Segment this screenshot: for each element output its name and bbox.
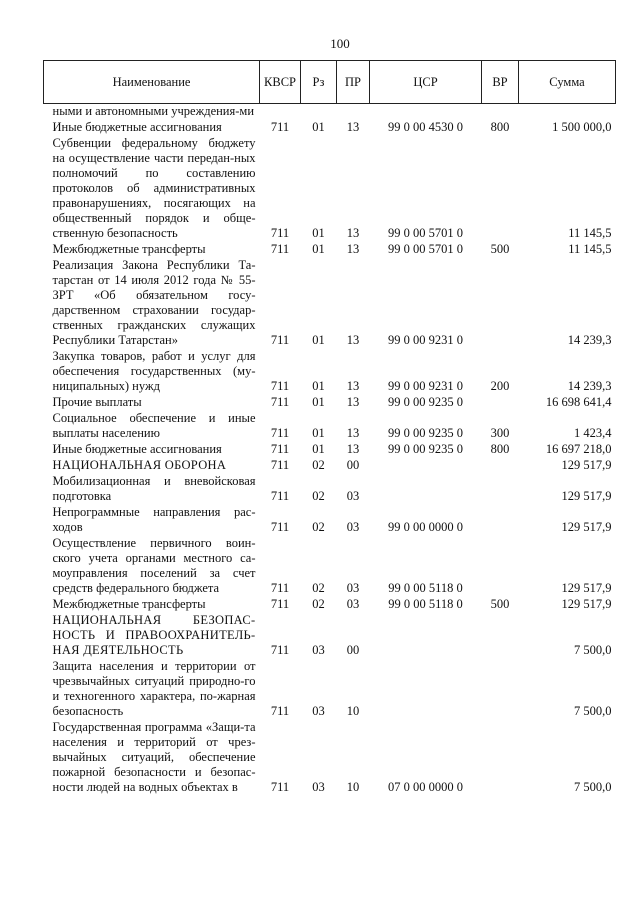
- row-pr: 13: [346, 442, 360, 456]
- row-sum: 1 423,4: [574, 426, 612, 440]
- table-row: [44, 135, 616, 241]
- table-row: [44, 119, 616, 135]
- table-row: [44, 612, 616, 658]
- row-pr: 10: [346, 780, 360, 794]
- row-name: Межбюджетные трансферты: [52, 597, 206, 611]
- row-kvsr: 711: [270, 442, 290, 456]
- row-vr: 200: [490, 379, 510, 393]
- row-pr: 13: [346, 379, 360, 393]
- row-kvsr: 711: [270, 333, 290, 347]
- row-sum: [519, 104, 616, 120]
- table-row: [44, 596, 616, 612]
- row-name: ными и автономными учреждения-ми: [52, 104, 255, 118]
- row-sum: 16 697 218,0: [545, 442, 612, 456]
- row-kvsr: 711: [270, 597, 290, 611]
- row-rz: [301, 104, 337, 120]
- table-row: [44, 241, 616, 257]
- table-row: [44, 719, 616, 795]
- row-csr: 99 0 00 9231 0: [388, 379, 463, 393]
- row-sum: 7 500,0: [574, 643, 612, 657]
- row-kvsr: [260, 104, 301, 120]
- row-pr: 03: [346, 597, 360, 611]
- row-name: Прочие выплаты: [52, 395, 142, 409]
- row-kvsr: 711: [270, 489, 290, 503]
- row-name: Субвенции федеральному бюджету на осуществление части передан-ных полномочий по составлению протоколов об административных правонарушениях, посягающих на общественный порядок и обще-ственную безопасность: [52, 136, 256, 240]
- row-kvsr: 711: [270, 458, 290, 472]
- row-kvsr: 711: [270, 242, 290, 256]
- row-name: Защита населения и территории от чрезвычайных ситуаций природно-го и техногенного характера, по-жарная безопасность: [52, 659, 256, 718]
- row-vr: 800: [490, 442, 510, 456]
- row-csr: 99 0 00 5701 0: [388, 242, 463, 256]
- row-name: Социальное обеспечение и иные выплаты населению: [52, 411, 256, 440]
- row-rz: 03: [312, 643, 325, 657]
- row-vr: [482, 504, 519, 535]
- row-vr: [482, 257, 519, 348]
- row-name: Иные бюджетные ассигнования: [52, 442, 222, 456]
- header-rz: Рз: [301, 61, 337, 104]
- row-kvsr: 711: [270, 520, 290, 534]
- header-csr: ЦСР: [370, 61, 482, 104]
- row-rz: 01: [312, 333, 325, 347]
- row-vr: 500: [490, 597, 510, 611]
- row-vr: [482, 612, 519, 658]
- row-kvsr: 711: [270, 780, 290, 794]
- row-csr: [370, 658, 482, 719]
- row-vr: 300: [490, 426, 510, 440]
- table-row: [44, 348, 616, 394]
- row-rz: 02: [312, 581, 325, 595]
- header-kvsr: КВСР: [260, 61, 301, 104]
- row-pr: 13: [346, 120, 360, 134]
- row-csr: 99 0 00 5701 0: [388, 226, 463, 240]
- row-rz: 03: [312, 780, 325, 794]
- row-sum: 14 239,3: [567, 333, 612, 347]
- row-kvsr: 711: [270, 226, 290, 240]
- row-csr: [370, 104, 482, 120]
- row-vr: [482, 535, 519, 596]
- table-row: [44, 257, 616, 348]
- row-name: НАЦИОНАЛЬНАЯ ОБОРОНА: [52, 458, 227, 472]
- row-rz: 02: [312, 458, 325, 472]
- row-sum: 11 145,5: [568, 226, 612, 240]
- table-row: [44, 658, 616, 719]
- row-csr: 99 0 00 5118 0: [388, 597, 463, 611]
- table-row: [44, 457, 616, 473]
- row-csr: [370, 473, 482, 504]
- row-sum: 11 145,5: [568, 242, 612, 256]
- table-row: [44, 441, 616, 457]
- row-pr: 03: [346, 581, 360, 595]
- row-csr: [370, 457, 482, 473]
- row-csr: 99 0 00 9235 0: [388, 395, 463, 409]
- row-name: Мобилизационная и вневойсковая подготовка: [52, 474, 256, 503]
- row-rz: 01: [312, 242, 325, 256]
- row-sum: 129 517,9: [561, 597, 612, 611]
- row-rz: 01: [312, 379, 325, 393]
- table-row: [44, 410, 616, 441]
- table-row: [44, 504, 616, 535]
- row-vr: [482, 104, 519, 120]
- row-rz: 01: [312, 426, 325, 440]
- row-kvsr: 711: [270, 379, 290, 393]
- row-name: Закупка товаров, работ и услуг для обеспечения государственных (му-ниципальных) нужд: [52, 349, 256, 393]
- row-rz: 01: [312, 395, 325, 409]
- row-rz: 03: [312, 704, 325, 718]
- table-row: [44, 473, 616, 504]
- row-name: НАЦИОНАЛЬНАЯ БЕЗОПАС-НОСТЬ И ПРАВООХРАНИТЕЛЬ-НАЯ ДЕЯТЕЛЬНОСТЬ: [52, 613, 256, 657]
- budget-table: [43, 60, 616, 795]
- row-csr: 07 0 00 0000 0: [388, 780, 463, 794]
- row-csr: 99 0 00 9235 0: [388, 426, 463, 440]
- row-sum: 129 517,9: [561, 581, 612, 595]
- row-sum: 129 517,9: [561, 489, 612, 503]
- row-vr: [482, 135, 519, 241]
- row-pr: 00: [346, 458, 360, 472]
- row-pr: 13: [346, 426, 360, 440]
- row-csr: 99 0 00 9235 0: [388, 442, 463, 456]
- row-csr: [370, 612, 482, 658]
- row-pr: 00: [346, 643, 360, 657]
- table-row: [44, 394, 616, 410]
- row-sum: 7 500,0: [574, 704, 612, 718]
- row-rz: 01: [312, 442, 325, 456]
- row-csr: 99 0 00 9231 0: [388, 333, 463, 347]
- header-sum: Сумма: [519, 61, 616, 104]
- row-pr: 13: [346, 395, 360, 409]
- table-header-row: [44, 61, 616, 104]
- row-kvsr: 711: [270, 395, 290, 409]
- row-vr: [482, 658, 519, 719]
- row-vr: [482, 719, 519, 795]
- row-kvsr: 711: [270, 581, 290, 595]
- row-csr: 99 0 00 0000 0: [388, 520, 463, 534]
- row-pr: 10: [346, 704, 360, 718]
- header-name: Наименование: [44, 61, 260, 104]
- header-vr: ВР: [482, 61, 519, 104]
- row-vr: [482, 473, 519, 504]
- row-kvsr: 711: [270, 426, 290, 440]
- row-sum: 14 239,3: [567, 379, 612, 393]
- row-rz: 02: [312, 489, 325, 503]
- row-name: Государственная программа «Защи-та населения и территорий от чрез-вычайных ситуаций, обеспечение пожарной безопасности и безопас-ности людей на водных объектах в: [52, 720, 256, 794]
- row-vr: [482, 457, 519, 473]
- row-name: Непрограммные направления рас-ходов: [52, 505, 256, 534]
- row-name: Осуществление первичного воин-ского учета органами местного са-моуправления поселений за счет средств федерального бюджета: [52, 536, 256, 595]
- row-sum: 7 500,0: [574, 780, 612, 794]
- table-row: [44, 535, 616, 596]
- table-body: [44, 104, 616, 796]
- row-rz: 02: [312, 597, 325, 611]
- table-row: [44, 104, 616, 120]
- row-kvsr: 711: [270, 643, 290, 657]
- row-rz: 01: [312, 120, 325, 134]
- row-vr: 800: [490, 120, 510, 134]
- row-name: Межбюджетные трансферты: [52, 242, 206, 256]
- row-vr: 500: [490, 242, 510, 256]
- row-csr: 99 0 00 4530 0: [388, 120, 463, 134]
- page-number: 100: [330, 36, 350, 51]
- row-pr: 13: [346, 333, 360, 347]
- row-pr: 03: [346, 489, 360, 503]
- row-csr: 99 0 00 5118 0: [388, 581, 463, 595]
- row-kvsr: 711: [270, 120, 290, 134]
- row-sum: 129 517,9: [561, 520, 612, 534]
- row-pr: 03: [346, 520, 360, 534]
- row-vr: [482, 394, 519, 410]
- row-sum: 129 517,9: [561, 458, 612, 472]
- row-rz: 01: [312, 226, 325, 240]
- header-pr: ПР: [337, 61, 370, 104]
- row-pr: [337, 104, 370, 120]
- row-name: Иные бюджетные ассигнования: [52, 120, 222, 134]
- row-rz: 02: [312, 520, 325, 534]
- row-pr: 13: [346, 226, 360, 240]
- row-kvsr: 711: [270, 704, 290, 718]
- row-pr: 13: [346, 242, 360, 256]
- row-sum: 1 500 000,0: [552, 120, 612, 134]
- row-sum: 16 698 641,4: [545, 395, 612, 409]
- row-name: Реализация Закона Республики Та-тарстан от 14 июля 2012 года № 55-ЗРТ «Об обязательном госу-дарственном страховании государ-ственных гражданских служащих Республики Татарстан»: [52, 258, 256, 347]
